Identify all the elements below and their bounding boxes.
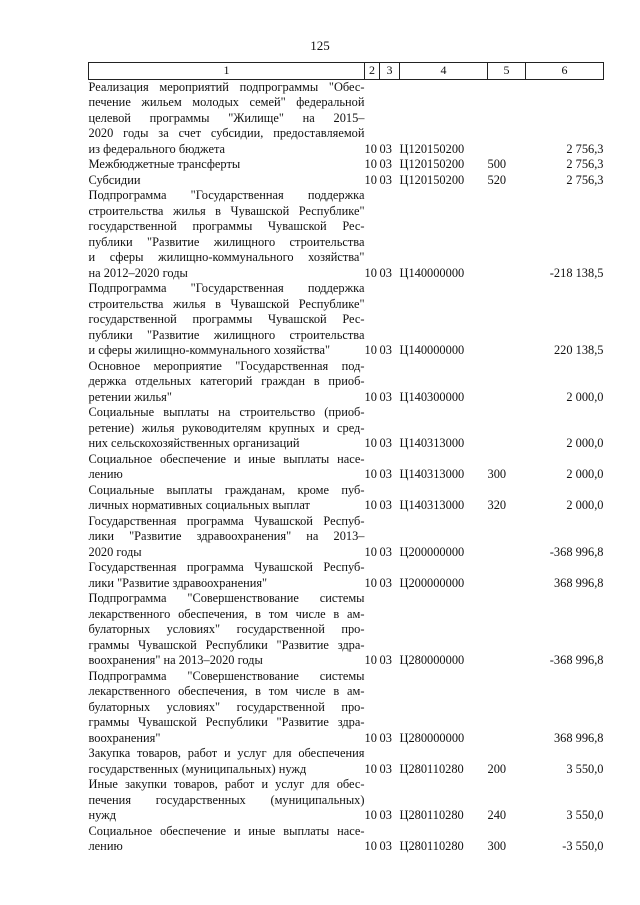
row-name-line: государственной программы Чувашской Рес- [88,219,365,233]
table-row [89,452,604,483]
section-code: 10 [364,575,377,590]
row-name-line: Социальные выплаты на строительство (приоб- [88,405,365,419]
column-header-1: 1 [89,63,365,80]
row-name-line: государственной программы Чувашской Рес- [88,312,365,326]
subsection-code: 03 [379,575,392,590]
row-name-line: граммы Чувашской Республики "Развитие здра- [88,715,365,729]
subsection-code: 03 [379,157,392,171]
table-row [89,157,604,173]
table-row [89,560,604,591]
subsection-code: 03 [379,730,392,745]
amount: -3 550,0 [562,839,604,853]
column-header-5: 5 [488,63,526,80]
row-name-line: воохранения" [88,730,161,745]
subsection-code: 03 [379,343,392,357]
table-row [89,591,604,669]
expense-type-code [488,514,526,561]
subsection-code: 03 [379,761,392,776]
amount: 2 756,3 [566,157,604,171]
section-code: 10 [364,157,377,171]
row-name-line: ретении жилья" [88,389,172,404]
row-name-line: держка отдельных категорий граждан в приоб- [88,374,365,388]
section-code: 10 [364,172,377,187]
row-name [89,452,365,483]
row-name-line: и сферы жилищно-коммунального хозяйства" [88,343,331,357]
row-name [89,188,365,281]
row-name-line: Подпрограмма "Государственная поддержка [88,281,365,295]
table-row [89,281,604,359]
row-name-line: ретение) жилья руководителям крупных и сред- [88,420,365,435]
target-article-code: Ц280110280 [399,839,464,853]
subsection-code: 03 [379,808,392,822]
table-row [89,359,604,406]
section-code: 10 [364,653,377,667]
row-name [89,405,365,452]
expense-type-code: 240 [487,808,507,822]
table-row [89,188,604,281]
row-name-line: лению [88,467,123,481]
row-name-line: из федерального бюджета [88,141,226,156]
row-name-line: 2020 годы [88,544,142,559]
section-code: 10 [364,730,377,745]
row-name-line: лики "Развитие здравоохранения" на 2013– [88,529,365,543]
section-code: 10 [364,498,377,512]
row-name [89,777,365,824]
row-name-line: строительства жилья в Чувашской Республике" [88,203,365,218]
table-row [89,746,604,777]
row-name [89,157,365,173]
subsection-code: 03 [379,172,392,187]
table-row [89,483,604,514]
table-row [89,79,604,157]
row-name [89,591,365,669]
row-name-line: Субсидии [88,172,141,187]
row-name [89,560,365,591]
table-row [89,824,604,855]
row-name-line: воохранения" на 2013–2020 годы [88,653,263,667]
expense-type-code: 200 [487,761,507,776]
amount: -368 996,8 [549,544,604,559]
row-name [89,281,365,359]
row-name [89,824,365,855]
target-article-code: Ц140000000 [399,265,465,280]
row-name-line: Подпрограмма "Совершенствование системы [88,591,365,605]
row-name-line: лики "Развитие здравоохранения" [88,575,268,590]
row-name-line: государственных (муниципальных) нужд [88,761,307,776]
subsection-code: 03 [379,141,392,156]
amount: 368 996,8 [553,575,604,590]
section-code: 10 [364,544,377,559]
subsection-code: 03 [379,653,392,667]
row-name-line: публики "Развитие жилищного строительства [88,327,365,342]
column-header-2: 2 [365,63,380,80]
row-name-line: Подпрограмма "Государственная поддержка [88,188,365,202]
amount: 220 138,5 [553,343,604,357]
amount: 2 000,0 [566,467,604,481]
budget-table [88,62,604,855]
expense-type-code [488,560,526,591]
target-article-code: Ц120150200 [399,172,465,187]
section-code: 10 [364,141,377,156]
amount: 368 996,8 [553,730,604,745]
row-name [89,746,365,777]
row-name [89,79,365,157]
section-code: 10 [364,343,377,357]
expense-type-code [488,281,526,359]
section-code: 10 [364,265,377,280]
expense-type-code [488,359,526,406]
column-header-3: 3 [380,63,400,80]
row-name-line: Межбюджетные трансферты [88,157,241,171]
subsection-code: 03 [379,265,392,280]
expense-type-code [488,188,526,281]
amount: -218 138,5 [549,265,604,280]
row-name-line: Социальные выплаты гражданам, кроме пуб- [88,482,365,497]
amount: 2 000,0 [566,498,604,512]
target-article-code: Ц140313000 [399,436,465,450]
row-name-line: нужд [88,808,117,822]
row-name [89,359,365,406]
target-article-code: Ц140313000 [399,498,465,512]
table-row [89,173,604,189]
target-article-code: Ц280000000 [399,730,465,745]
subsection-code: 03 [379,839,392,853]
target-article-code: Ц280110280 [399,808,464,822]
column-header-6: 6 [526,63,604,80]
amount: 3 550,0 [566,761,604,776]
row-name [89,483,365,514]
target-article-code: Ц140313000 [399,467,465,481]
column-header-4: 4 [400,63,488,80]
row-name-line: булаторных условиях" государственной про- [88,622,365,636]
row-name-line: печения государственных (муниципальных) [88,792,365,807]
row-name-line: на 2012–2020 годы [88,265,188,280]
section-code: 10 [364,839,377,853]
row-name-line: Подпрограмма "Совершенствование системы [88,668,365,683]
row-name [89,173,365,189]
amount: -368 996,8 [549,653,604,667]
expense-type-code [488,669,526,747]
target-article-code: Ц140300000 [399,389,465,404]
subsection-code: 03 [379,467,392,481]
target-article-code: Ц120150200 [399,157,465,171]
row-name-line: Закупка товаров, работ и услуг для обеспечения [88,746,365,760]
amount: 2 756,3 [566,172,604,187]
table-row [89,514,604,561]
row-name-line: 2020 годы за счет субсидии, предоставляемой [88,126,365,140]
subsection-code: 03 [379,544,392,559]
row-name-line: личных нормативных социальных выплат [88,498,310,512]
row-name-line: целевой программы "Жилище" на 2015– [88,110,365,125]
row-name-line: печение жильем молодых семей" федеральной [88,95,365,109]
row-name-line: Государственная программа Чувашской Респуб- [88,513,365,528]
section-code: 10 [364,436,377,450]
target-article-code: Ц200000000 [399,544,465,559]
row-name [89,514,365,561]
row-name-line: лению [88,839,123,853]
target-article-code: Ц140000000 [399,343,465,357]
page-number: 125 [310,38,330,53]
amount: 3 550,0 [566,808,604,822]
expense-type-code: 300 [487,467,507,481]
subsection-code: 03 [379,436,392,450]
row-name-line: граммы Чувашской Республики "Развитие здра- [88,637,365,652]
subsection-code: 03 [379,498,392,512]
target-article-code: Ц280110280 [399,761,464,776]
expense-type-code [488,79,526,157]
amount: 2 756,3 [566,141,604,156]
expense-type-code [488,405,526,452]
target-article-code: Ц280000000 [399,653,465,667]
row-name-line: публики "Развитие жилищного строительства [88,234,365,249]
target-article-code: Ц120150200 [399,141,465,156]
row-name-line: Реализация мероприятий подпрограммы "Обес- [88,79,365,94]
expense-type-code: 500 [487,157,507,171]
amount: 2 000,0 [566,389,604,404]
row-name-line: Основное мероприятие "Государственная под- [88,358,365,373]
row-name-line: и сферы жилищно-коммунального хозяйства" [88,250,365,264]
amount: 2 000,0 [566,436,604,450]
expense-type-code [488,591,526,669]
row-name-line: Государственная программа Чувашской Респуб- [88,560,365,574]
table-row [89,669,604,747]
table-row [89,405,604,452]
row-name-line: булаторных условиях" государственной про- [88,699,365,714]
row-name-line: строительства жилья в Чувашской Республике" [88,296,365,311]
row-name-line: Иные закупки товаров, работ и услуг для обес- [88,777,365,791]
row-name-line: лекарственного обеспечения, в том числе в ам- [88,606,365,621]
section-code: 10 [364,389,377,404]
row-name-line: них сельскохозяйственных организаций [88,436,300,450]
expense-type-code: 520 [487,172,507,187]
table-row [89,777,604,824]
expense-type-code: 320 [487,498,507,512]
subsection-code: 03 [379,389,392,404]
expense-type-code: 300 [487,839,507,853]
table-body [89,79,604,855]
section-code: 10 [364,808,377,822]
row-name-line: Социальное обеспечение и иные выплаты насе- [88,451,365,466]
section-code: 10 [364,761,377,776]
table-header [89,63,604,80]
row-name-line: лекарственного обеспечения, в том числе в ам- [88,684,365,698]
target-article-code: Ц200000000 [399,575,465,590]
row-name-line: Социальное обеспечение и иные выплаты насе- [88,823,365,838]
section-code: 10 [364,467,377,481]
row-name [89,669,365,747]
